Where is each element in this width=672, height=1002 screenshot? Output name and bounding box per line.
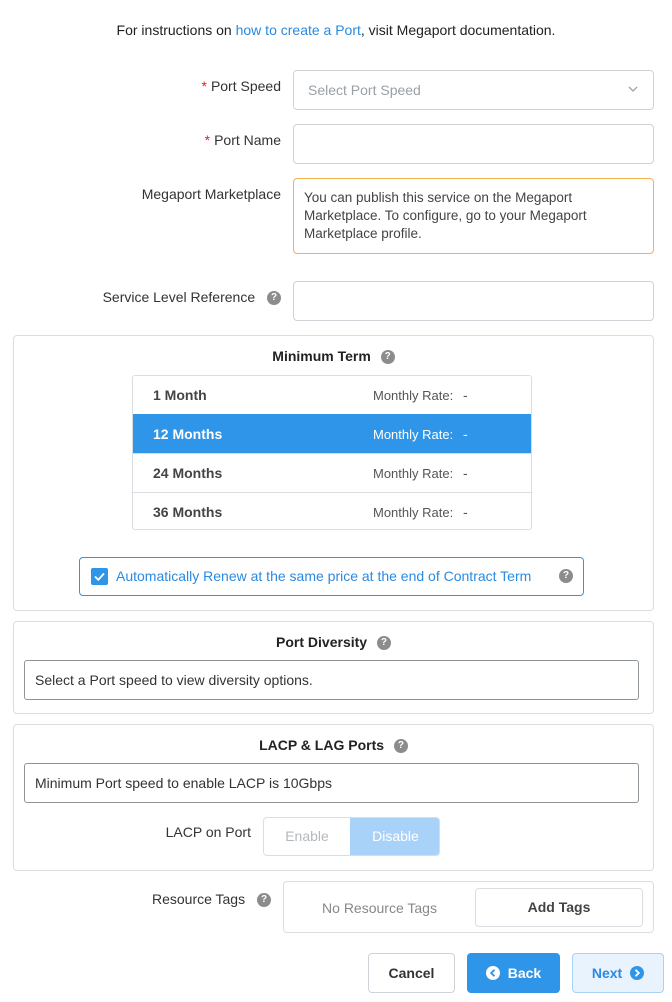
lacp-disable-button[interactable]: Disable — [350, 818, 440, 855]
port-speed-placeholder: Select Port Speed — [308, 82, 421, 98]
help-icon[interactable]: ? — [257, 893, 271, 907]
help-icon[interactable]: ? — [377, 636, 391, 650]
lacp-title: LACP & LAG Ports ? — [14, 737, 653, 753]
add-tags-button[interactable]: Add Tags — [475, 888, 643, 927]
resource-tags-label: Resource Tags ? — [152, 891, 271, 907]
service-level-input[interactable] — [293, 281, 654, 321]
term-option-1-month[interactable] — [133, 376, 531, 415]
monthly-rate-label: Monthly Rate: — [373, 466, 454, 481]
monthly-rate-value: - — [463, 504, 468, 520]
lacp-toggle — [263, 817, 440, 856]
arrow-left-circle-icon — [486, 966, 500, 980]
required-marker: * — [201, 78, 207, 94]
help-icon[interactable]: ? — [559, 569, 573, 583]
cancel-button[interactable]: Cancel — [368, 953, 455, 993]
port-speed-select[interactable] — [293, 70, 654, 110]
next-button[interactable] — [572, 953, 664, 993]
term-option-24-months[interactable] — [133, 453, 531, 492]
help-icon[interactable]: ? — [381, 350, 395, 364]
auto-renew-checkbox[interactable] — [91, 568, 108, 585]
term-option-36-months[interactable] — [133, 492, 531, 530]
monthly-rate-label: Monthly Rate: — [373, 388, 454, 403]
monthly-rate-value: - — [463, 387, 468, 403]
intro-text — [0, 22, 672, 38]
port-diversity-title: Port Diversity ? — [14, 634, 653, 650]
port-speed-label: * Port Speed — [201, 78, 281, 94]
term-option-12-months[interactable] — [133, 414, 531, 453]
lacp-enable-button[interactable]: Enable — [285, 828, 329, 844]
resource-tags-box — [283, 881, 654, 933]
lacp-on-port-label: LACP on Port — [165, 824, 251, 840]
auto-renew-label: Automatically Renew at the same price at the end of Contract Term — [116, 568, 532, 584]
documentation-link[interactable]: how to create a Port — [235, 22, 361, 38]
minimum-term-title: Minimum Term ? — [14, 348, 653, 364]
back-button[interactable] — [467, 953, 560, 993]
term-name: 24 Months — [153, 465, 223, 481]
auto-renew-option[interactable] — [79, 557, 584, 596]
diversity-message: Select a Port speed to view diversity options. — [24, 660, 639, 700]
no-resource-tags-text: No Resource Tags — [322, 900, 437, 916]
monthly-rate-label: Monthly Rate: — [373, 427, 454, 442]
required-marker: * — [204, 132, 211, 148]
monthly-rate-label: Monthly Rate: — [373, 505, 454, 520]
service-level-label: Service Level Reference ? — [103, 289, 281, 305]
port-name-input[interactable] — [293, 124, 654, 164]
term-options-table — [132, 375, 532, 530]
help-icon[interactable]: ? — [394, 739, 408, 753]
arrow-right-circle-icon — [630, 966, 644, 980]
monthly-rate-value: - — [463, 426, 468, 442]
intro-suffix: , visit Megaport documentation. — [360, 22, 556, 38]
term-name: 1 Month — [153, 387, 207, 403]
help-icon[interactable]: ? — [267, 291, 281, 305]
intro-prefix: For instructions on — [116, 22, 236, 38]
term-name: 12 Months — [153, 426, 223, 442]
back-label: Back — [507, 965, 542, 981]
next-label: Next — [591, 965, 623, 981]
term-name: 36 Months — [153, 504, 223, 520]
chevron-down-icon — [627, 82, 639, 94]
port-name-label: * Port Name — [204, 132, 281, 148]
monthly-rate-value: - — [463, 465, 468, 481]
marketplace-label: Megaport Marketplace — [141, 186, 281, 202]
lacp-message: Minimum Port speed to enable LACP is 10Gbps — [24, 763, 639, 803]
checkmark-icon — [91, 568, 108, 585]
marketplace-notice: You can publish this service on the Megaport Marketplace. To configure, go to your Megaport Marketplace profile. — [293, 178, 654, 254]
